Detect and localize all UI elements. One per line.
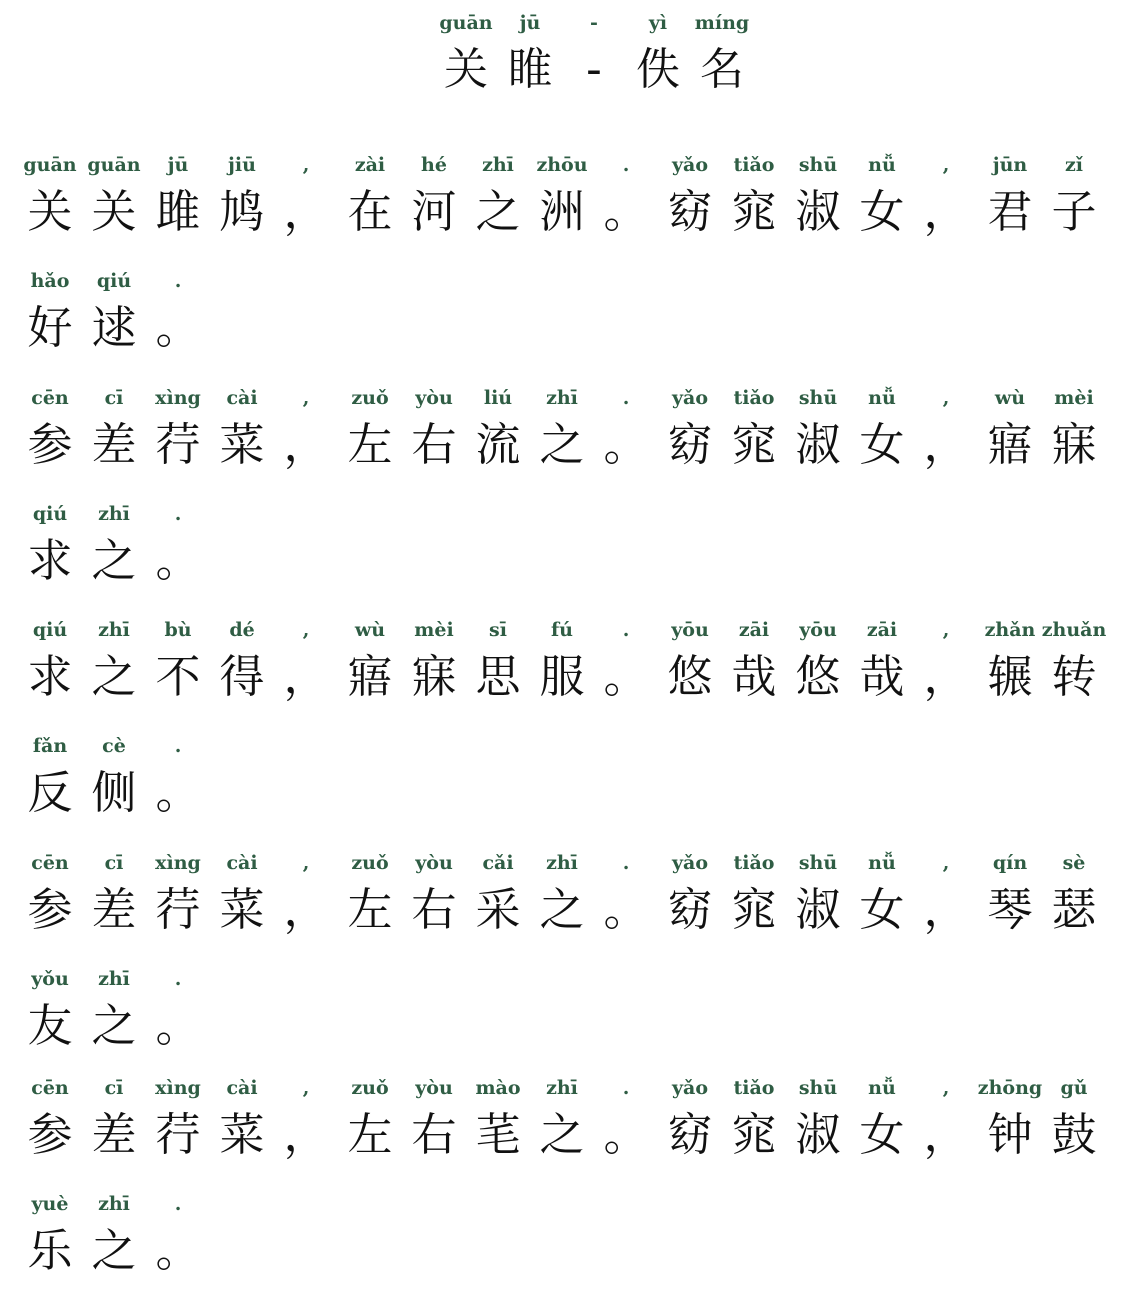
pinyin: yōu (799, 619, 837, 641)
poem-line (0, 385, 1128, 485)
pinyin: cēn (31, 387, 69, 409)
hanzi: 鼓 (1051, 1108, 1097, 1161)
hanzi: ， (283, 418, 329, 471)
hanzi: 求 (27, 534, 73, 587)
pinyin: zhī (98, 619, 130, 641)
pinyin: zhī (98, 1193, 130, 1215)
pinyin: dé (229, 619, 255, 641)
pinyin: tiǎo (733, 1077, 775, 1099)
hanzi: 洲 (539, 185, 585, 238)
hanzi: 左 (347, 883, 393, 936)
hanzi: 右 (411, 418, 457, 471)
hanzi: 佚 (636, 44, 680, 95)
hanzi: 。 (155, 1224, 201, 1277)
title (0, 10, 1128, 110)
pinyin: yōu (671, 619, 709, 641)
pinyin: shū (798, 387, 838, 409)
pinyin: bù (164, 619, 192, 641)
hanzi: 差 (91, 1108, 137, 1161)
pinyin: cè (102, 735, 126, 757)
ruby-unit (1026, 1075, 1122, 1175)
pinyin: jūn (992, 154, 1028, 176)
pinyin: zhī (546, 387, 578, 409)
hanzi: 。 (155, 534, 201, 587)
pinyin: cài (226, 852, 258, 874)
hanzi: ， (283, 883, 329, 936)
pinyin: hé (421, 154, 447, 176)
hanzi: 名 (700, 44, 744, 95)
hanzi: 菜 (219, 418, 265, 471)
pinyin: yǒu (31, 968, 69, 990)
hanzi: 窈 (667, 418, 713, 471)
hanzi: 女 (859, 418, 905, 471)
hanzi: 之 (91, 534, 137, 587)
hanzi: 。 (155, 301, 201, 354)
pinyin: cài (226, 387, 258, 409)
pinyin: nǚ (868, 1077, 896, 1099)
pinyin: zhī (482, 154, 514, 176)
hanzi: 。 (155, 766, 201, 819)
hanzi: ， (923, 883, 969, 936)
pinyin: yòu (415, 852, 453, 874)
hanzi: 子 (1051, 185, 1097, 238)
hanzi: 。 (603, 883, 649, 936)
pinyin: zhī (98, 968, 130, 990)
hanzi: 侧 (91, 766, 137, 819)
hanzi: 菜 (219, 1108, 265, 1161)
poem-line (0, 501, 1128, 601)
pinyin: jiū (228, 154, 256, 176)
hanzi: 芼 (475, 1108, 521, 1161)
pinyin: jū (519, 12, 541, 34)
hanzi: 窈 (667, 883, 713, 936)
pinyin: yì (648, 12, 668, 34)
hanzi: 采 (475, 883, 521, 936)
hanzi: ， (923, 650, 969, 703)
pinyin: . (622, 619, 630, 641)
hanzi: 瑟 (1051, 883, 1097, 936)
hanzi: 参 (27, 883, 73, 936)
hanzi: 淑 (795, 1108, 841, 1161)
pinyin: yǎo (671, 154, 709, 176)
pinyin: nǚ (868, 154, 896, 176)
pinyin: . (174, 968, 182, 990)
pinyin: qiú (96, 270, 132, 292)
pinyin: tiǎo (733, 852, 775, 874)
pinyin: . (174, 503, 182, 525)
hanzi: 。 (603, 185, 649, 238)
ruby-unit (674, 10, 770, 110)
hanzi: ， (923, 1108, 969, 1161)
pinyin: cēn (31, 1077, 69, 1099)
hanzi: 菜 (219, 883, 265, 936)
pinyin: shū (798, 1077, 838, 1099)
pinyin: wù (994, 387, 1026, 409)
hanzi: 窕 (731, 418, 777, 471)
hanzi: 荇 (155, 883, 201, 936)
pinyin: mèi (1054, 387, 1094, 409)
hanzi: 君 (987, 185, 1033, 238)
pinyin: cēn (31, 852, 69, 874)
hanzi: 哉 (731, 650, 777, 703)
pinyin: zhōng (977, 1077, 1043, 1099)
pinyin: guān (23, 154, 77, 176)
hanzi: 参 (27, 1108, 73, 1161)
pinyin: zhǎn (984, 619, 1036, 641)
pinyin: , (942, 619, 950, 641)
pinyin: míng (694, 12, 750, 34)
hanzi: 窈 (667, 185, 713, 238)
hanzi: 女 (859, 185, 905, 238)
hanzi: 雎 (155, 185, 201, 238)
pinyin: zài (354, 154, 386, 176)
pinyin: zhī (98, 503, 130, 525)
ruby-unit (130, 501, 226, 601)
hanzi: 寤 (347, 650, 393, 703)
pinyin: fǎn (32, 735, 68, 757)
poem-line (0, 966, 1128, 1066)
hanzi: 淑 (795, 883, 841, 936)
hanzi: 。 (603, 650, 649, 703)
pinyin: zhōu (536, 154, 588, 176)
pinyin: , (302, 1077, 310, 1099)
hanzi: 琴 (987, 883, 1033, 936)
hanzi: 不 (155, 650, 201, 703)
hanzi: - (586, 44, 602, 95)
pinyin: , (302, 387, 310, 409)
pinyin: , (942, 387, 950, 409)
hanzi: 关 (444, 44, 488, 95)
hanzi: 窕 (731, 883, 777, 936)
pinyin: nǚ (868, 852, 896, 874)
pinyin: yuè (31, 1193, 69, 1215)
pinyin: liú (483, 387, 513, 409)
poem-line (0, 850, 1128, 950)
pinyin: xìng (155, 387, 201, 409)
hanzi: 。 (155, 999, 201, 1052)
hanzi: 。 (603, 1108, 649, 1161)
pinyin: sè (1062, 852, 1086, 874)
hanzi: 之 (91, 1224, 137, 1277)
pinyin: cī (104, 852, 124, 874)
hanzi: 左 (347, 418, 393, 471)
hanzi: 思 (475, 650, 521, 703)
hanzi: 之 (91, 650, 137, 703)
pinyin: qiú (32, 619, 68, 641)
hanzi: 得 (219, 650, 265, 703)
pinyin: zhī (546, 1077, 578, 1099)
pinyin: . (174, 735, 182, 757)
poem-line (0, 152, 1128, 252)
hanzi: 之 (539, 883, 585, 936)
ruby-unit (130, 733, 226, 833)
pinyin: . (622, 154, 630, 176)
hanzi: 乐 (27, 1224, 73, 1277)
pinyin: guān (439, 12, 493, 34)
pinyin: yòu (415, 1077, 453, 1099)
pinyin: , (302, 619, 310, 641)
hanzi: 。 (603, 418, 649, 471)
ruby-unit (130, 268, 226, 368)
pinyin: . (622, 1077, 630, 1099)
pinyin: , (942, 154, 950, 176)
ruby-unit (1026, 385, 1122, 485)
hanzi: 反 (27, 766, 73, 819)
pinyin: wù (354, 619, 386, 641)
pinyin: sī (489, 619, 507, 641)
hanzi: 鸠 (219, 185, 265, 238)
pinyin: jū (167, 154, 189, 176)
hanzi: 之 (539, 1108, 585, 1161)
pinyin: . (174, 1193, 182, 1215)
pinyin: nǚ (868, 387, 896, 409)
hanzi: 淑 (795, 418, 841, 471)
hanzi: 寤 (987, 418, 1033, 471)
ruby-unit (130, 1191, 226, 1291)
hanzi: ， (283, 650, 329, 703)
poem-line (0, 1191, 1128, 1291)
pinyin: cī (104, 1077, 124, 1099)
pinyin: shū (798, 154, 838, 176)
pinyin: zhuǎn (1041, 619, 1107, 641)
pinyin: zuǒ (351, 387, 389, 409)
hanzi: ， (923, 185, 969, 238)
hanzi: 之 (539, 418, 585, 471)
hanzi: 女 (859, 1108, 905, 1161)
pinyin: yòu (415, 387, 453, 409)
hanzi: 窕 (731, 185, 777, 238)
ruby-unit (1026, 617, 1122, 717)
hanzi: 河 (411, 185, 457, 238)
ruby-unit (130, 966, 226, 1066)
ruby-unit (1026, 850, 1122, 950)
pinyin: zuǒ (351, 852, 389, 874)
hanzi: 关 (91, 185, 137, 238)
hanzi: 悠 (667, 650, 713, 703)
poem-line (0, 1075, 1128, 1175)
hanzi: 好 (27, 301, 73, 354)
hanzi: 寐 (1051, 418, 1097, 471)
hanzi: ， (283, 1108, 329, 1161)
pinyin: fú (551, 619, 573, 641)
hanzi: 逑 (91, 301, 137, 354)
hanzi: 左 (347, 1108, 393, 1161)
hanzi: 寐 (411, 650, 457, 703)
hanzi: 悠 (795, 650, 841, 703)
pinyin: mào (475, 1077, 521, 1099)
hanzi: ， (283, 185, 329, 238)
pinyin: cài (226, 1077, 258, 1099)
hanzi: 差 (91, 883, 137, 936)
hanzi: 荇 (155, 1108, 201, 1161)
hanzi: 右 (411, 1108, 457, 1161)
pinyin: zuǒ (351, 1077, 389, 1099)
hanzi: 差 (91, 418, 137, 471)
hanzi: 淑 (795, 185, 841, 238)
hanzi: 转 (1051, 650, 1097, 703)
hanzi: ， (923, 418, 969, 471)
hanzi: 服 (539, 650, 585, 703)
pinyin: gǔ (1060, 1077, 1088, 1099)
poem-line (0, 733, 1128, 833)
ruby-unit (1026, 152, 1122, 252)
pinyin: , (302, 852, 310, 874)
pinyin: - (590, 12, 598, 34)
hanzi: 窕 (731, 1108, 777, 1161)
hanzi: 辗 (987, 650, 1033, 703)
hanzi: 窈 (667, 1108, 713, 1161)
hanzi: 友 (27, 999, 73, 1052)
pinyin: yǎo (671, 1077, 709, 1099)
pinyin: shū (798, 852, 838, 874)
hanzi: 右 (411, 883, 457, 936)
pinyin: qín (992, 852, 1028, 874)
pinyin: . (174, 270, 182, 292)
pinyin: zāi (738, 619, 770, 641)
pinyin: xìng (155, 852, 201, 874)
hanzi: 荇 (155, 418, 201, 471)
pinyin: zāi (866, 619, 898, 641)
pinyin: zhī (546, 852, 578, 874)
pinyin: cǎi (482, 852, 514, 874)
hanzi: 之 (91, 999, 137, 1052)
pinyin: tiǎo (733, 154, 775, 176)
poem-line (0, 268, 1128, 368)
pinyin: , (942, 852, 950, 874)
hanzi: 钟 (987, 1108, 1033, 1161)
pinyin: , (942, 1077, 950, 1099)
poem-line (0, 617, 1128, 717)
hanzi: 之 (475, 185, 521, 238)
pinyin: xìng (155, 1077, 201, 1099)
hanzi: 在 (347, 185, 393, 238)
pinyin: guān (87, 154, 141, 176)
pinyin: . (622, 387, 630, 409)
pinyin: hǎo (30, 270, 70, 292)
pinyin: tiǎo (733, 387, 775, 409)
pinyin: mèi (414, 619, 454, 641)
pinyin: zǐ (1064, 154, 1083, 176)
pinyin: , (302, 154, 310, 176)
pinyin: . (622, 852, 630, 874)
pinyin: yǎo (671, 387, 709, 409)
pinyin: cī (104, 387, 124, 409)
hanzi: 求 (27, 650, 73, 703)
hanzi: 流 (475, 418, 521, 471)
hanzi: 女 (859, 883, 905, 936)
pinyin: yǎo (671, 852, 709, 874)
pinyin: qiú (32, 503, 68, 525)
hanzi: 睢 (508, 44, 552, 95)
hanzi: 哉 (859, 650, 905, 703)
hanzi: 参 (27, 418, 73, 471)
hanzi: 关 (27, 185, 73, 238)
